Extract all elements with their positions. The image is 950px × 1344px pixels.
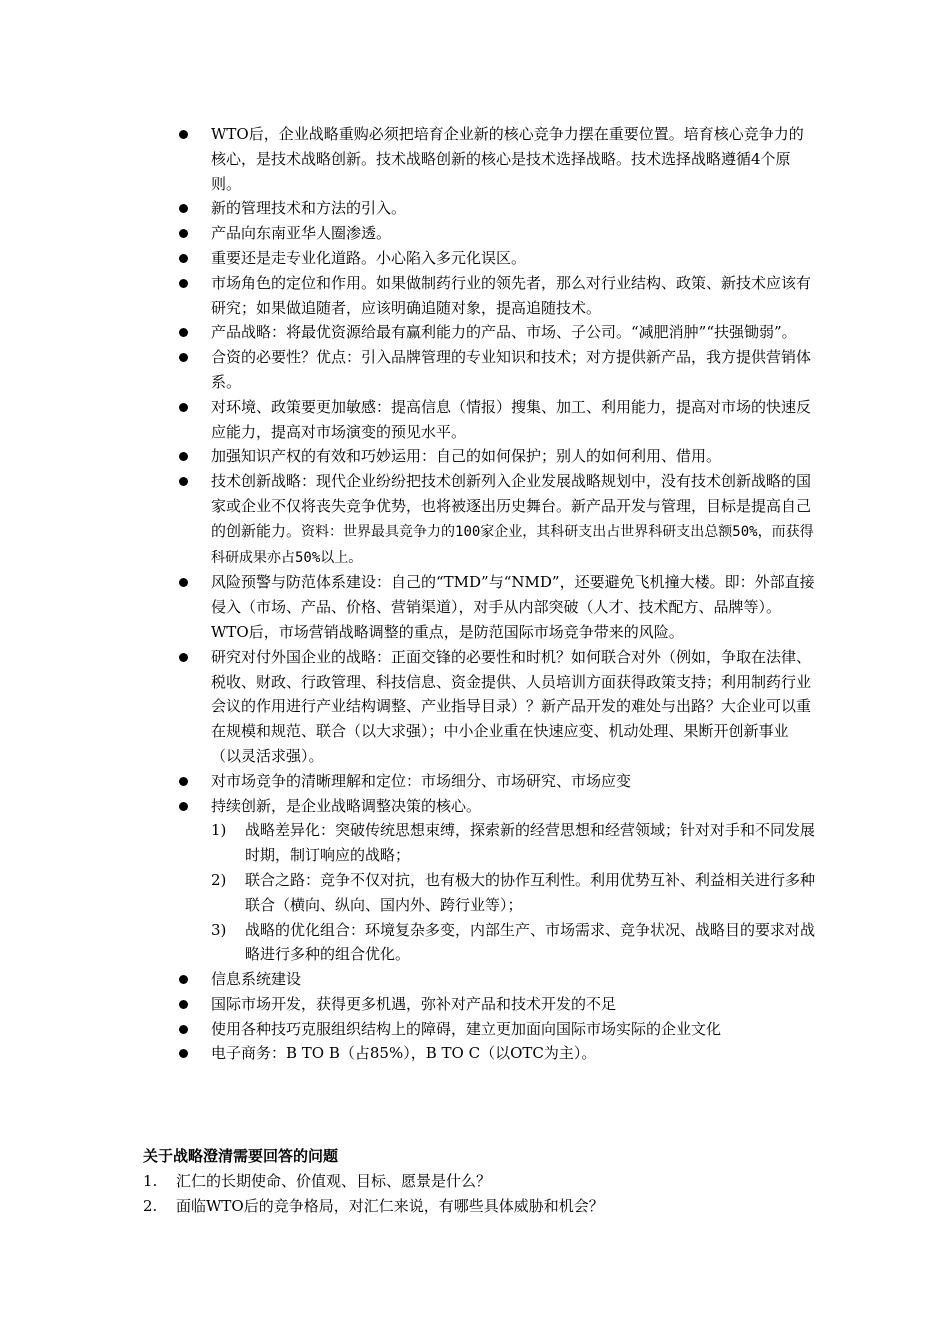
list-item: 使用各种技巧克服组织结构上的障碍，建立更加面向国际市场实际的企业文化 (177, 1017, 817, 1042)
sub-list-item: 1) 战略差异化：突破传统思想束缚，探索新的经营思想和经营领域；针对对手和不同发展时期，制订响应的战略； (211, 818, 817, 868)
list-item: 产品战略：将最优资源给最有赢利能力的产品、市场、子公司。“减肥消肿”“扶强锄弱”。 (177, 320, 817, 345)
list-item: 持续创新，是企业战略调整决策的核心。 1) 战略差异化：突破传统思想束缚，探索新的经营思想和经营领域；针对对手和不同发展时期，制订响应的战略； 2) 联合之路：竞争不仅对抗，也有极大的协作互利性。利用优势互补、利益相关进行多种联合（横向、纵向、国内外、跨行业等）； 3) 战略的优化组合：环境复杂多变，内部生产、市场需求、竞争状况、战略目的要求对战略进行多种的组合优化。 (177, 794, 817, 968)
bullet-dot (179, 130, 188, 139)
bullet-dot (179, 653, 188, 662)
item-number: 1) (211, 821, 227, 840)
list-item: 加强知识产权的有效和巧妙运用：自己的如何保护；别人的如何利用、借用。 (177, 444, 817, 469)
strategy-bullet-list (177, 122, 817, 1066)
item-number: 2. (143, 1196, 158, 1215)
list-item: 合资的必要性？优点：引入品牌管理的专业知识和技术；对方提供新产品，我方提供营销体系。 (177, 345, 817, 395)
bullet-dot (179, 254, 188, 263)
bullet-dot (179, 204, 188, 213)
bullet-dot (179, 403, 188, 412)
list-item: WTO后，企业战略重购必须把培育企业新的核心竞争力摆在重要位置。培育核心竞争力的核心，是技术战略创新。技术战略创新的核心是技术选择战略。技术选择战略遵循4个原则。 (177, 122, 817, 196)
sub-list (211, 818, 817, 967)
bullet-dot (179, 279, 188, 288)
list-item: 电子商务：B TO B（占85%），B TO C（以OTC为主）。 (177, 1041, 817, 1066)
bullet-dot (179, 328, 188, 337)
section-heading: 关于战略澄清需要回答的问题 (143, 1147, 339, 1165)
reference-note: 资料：世界最具竞争力的100家企业，其科研支出占世界科研支出总额50%，而获得科研成果亦占50%以上。 (211, 523, 814, 566)
sub-list-item: 3) 战略的优化组合：环境复杂多变，内部生产、市场需求、竞争状况、战略目的要求对战略进行多种的组合优化。 (211, 918, 817, 968)
list-item: 研究对付外国企业的战略：正面交锋的必要性和时机？如何联合对外（例如，争取在法律、税收、财政、行政管理、科技信息、资金提供、人员培训方面获得政策支持；利用制药行业会议的作用进行产业结构调整、产业指导目录）？新产品开发的难处与出路？大企业可以重在规模和规范、联合（以大求强）；中小企业重在快速应变、机动处理、果断开创新事业（以灵活求强）。 (177, 645, 817, 769)
bullet-dot (179, 1000, 188, 1009)
question-item: 1. 汇仁的长期使命、价值观、目标、愿景是什么？ (143, 1169, 823, 1194)
bullet-dot (179, 1049, 188, 1058)
bullet-dot (179, 477, 188, 486)
list-item: 重要还是走专业化道路。小心陷入多元化误区。 (177, 246, 817, 271)
bullet-dot (179, 777, 188, 786)
list-item: 信息系统建设 (177, 967, 817, 992)
list-item: 市场角色的定位和作用。如果做制药行业的领先者，那么对行业结构、政策、新技术应该有研究；如果做追随者，应该明确追随对象，提高追随技术。 (177, 271, 817, 321)
list-item: 新的管理技术和方法的引入。 (177, 196, 817, 221)
item-number: 1. (143, 1172, 158, 1190)
list-item: 对市场竞争的清晰理解和定位：市场细分、市场研究、市场应变 (177, 769, 817, 794)
list-item: 风险预警与防范体系建设：自己的“TMD”与“NMD”，还要避免飞机撞大楼。即：外部直接侵入（市场、产品、价格、营销渠道），对手从内部突破（人才、技术配方、品牌等）。WTO后，市场营销战略调整的重点，是防范国际市场竞争带来的风险。 (177, 570, 817, 644)
question-item: 2. 面临WTO后的竞争格局，对汇仁来说，有哪些具体威胁和机会？ (143, 1194, 823, 1219)
list-item: 产品向东南亚华人圈渗透。 (177, 221, 817, 246)
list-item: 国际市场开发，获得更多机遇，弥补对产品和技术开发的不足 (177, 992, 817, 1017)
bullet-dot (179, 353, 188, 362)
question-list (143, 1169, 823, 1219)
item-number: 2) (211, 870, 227, 889)
bullet-dot (179, 229, 188, 238)
bullet-dot (179, 975, 188, 984)
bullet-dot (179, 452, 188, 461)
item-number: 3) (211, 920, 227, 939)
bullet-dot (179, 802, 188, 811)
sub-list-item: 2) 联合之路：竞争不仅对抗，也有极大的协作互利性。利用优势互补、利益相关进行多种联合（横向、纵向、国内外、跨行业等）； (211, 868, 817, 918)
bullet-dot (179, 1025, 188, 1034)
list-item: 技术创新战略：现代企业纷纷把技术创新列入企业发展战略规划中，没有技术创新战略的国家或企业不仅将丧失竞争优势，也将被逐出历史舞台。新产品开发与管理，目标是提高自己的创新能力。资料：世界最具竞争力的100家企业，其科研支出占世界科研支出总额50%，而获得科研成果亦占50%以上。 (177, 469, 817, 570)
list-item: 对环境、政策要更加敏感：提高信息（情报）搜集、加工、利用能力，提高对市场的快速反应能力，提高对市场演变的预见水平。 (177, 395, 817, 445)
bullet-dot (179, 578, 188, 587)
